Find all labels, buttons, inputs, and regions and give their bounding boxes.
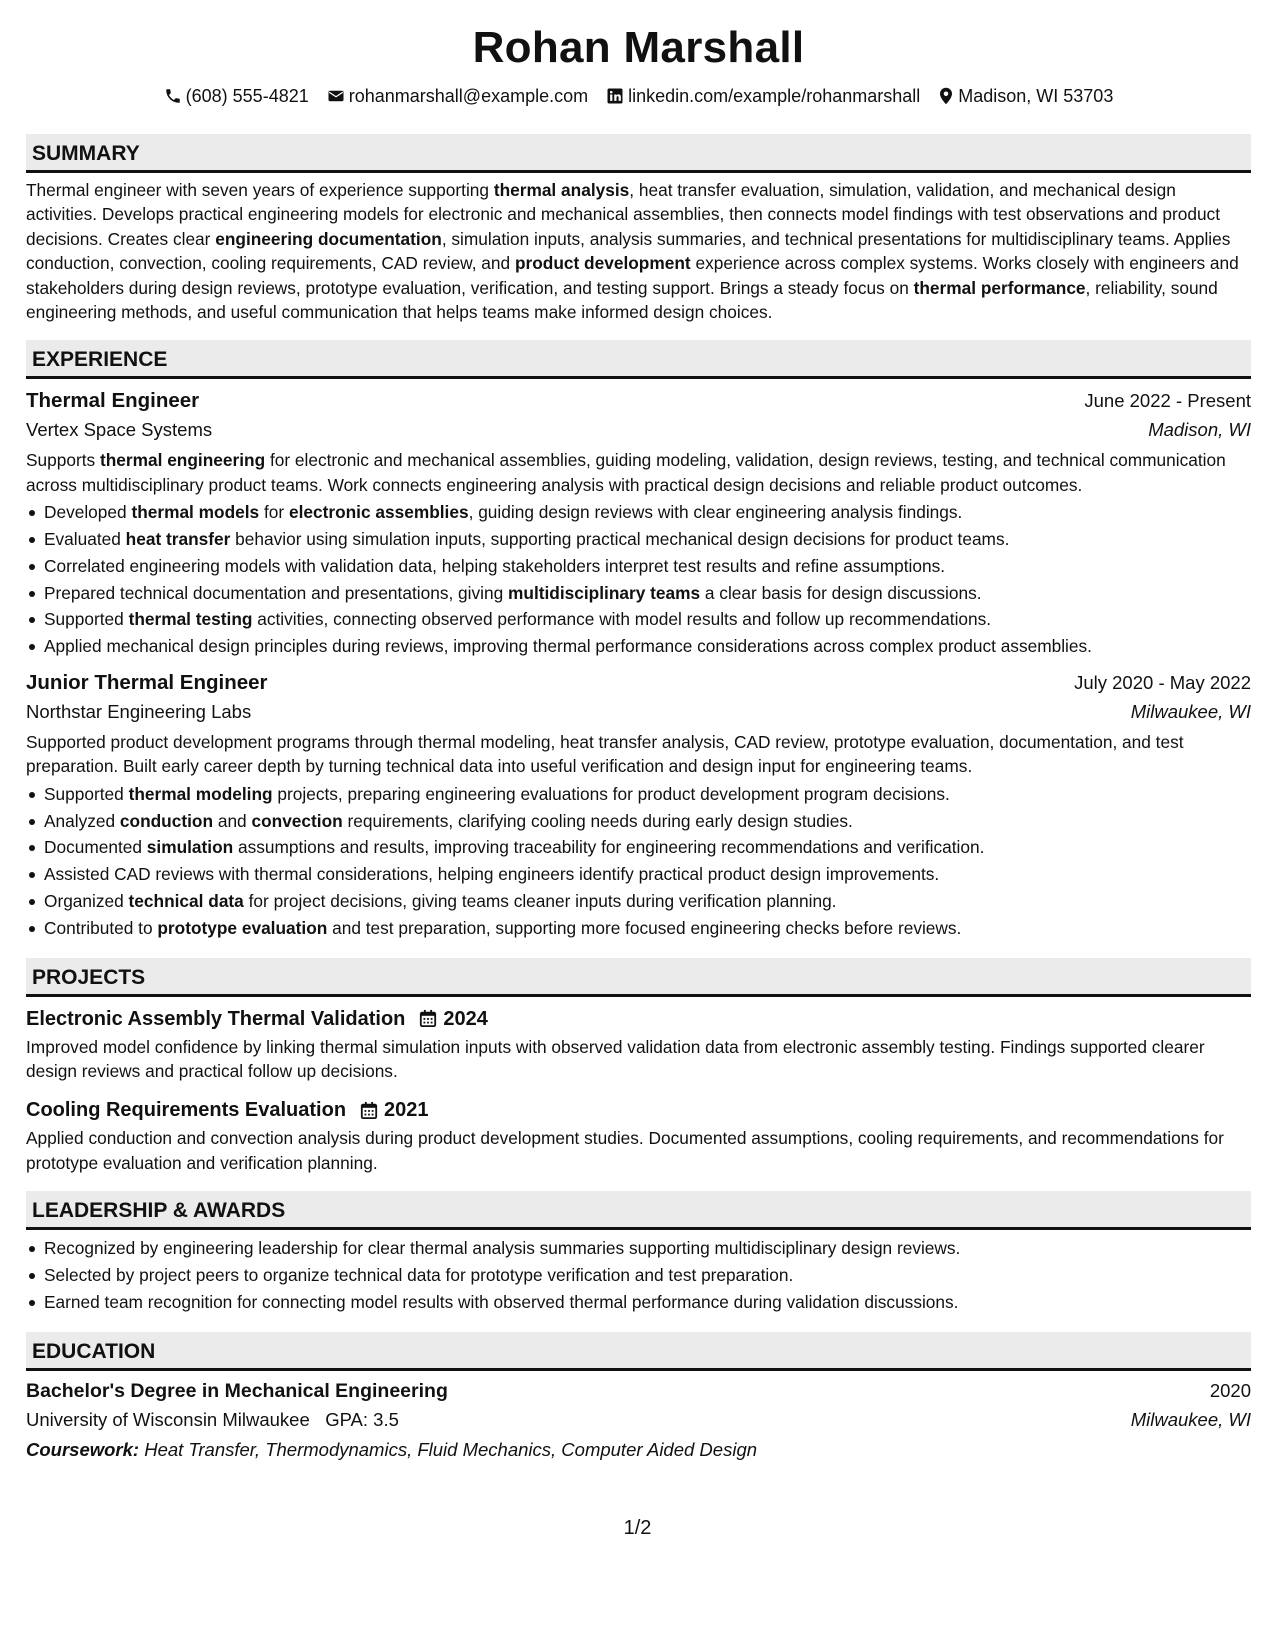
job-title: Junior Thermal Engineer — [26, 671, 268, 695]
linkedin-icon — [606, 87, 624, 105]
list-item: Supported thermal modeling projects, preparing engineering evaluations for product development program decisions. — [26, 781, 1251, 808]
contact-location — [938, 84, 1113, 108]
leadership-heading: LEADERSHIP & AWARDS — [26, 1191, 1251, 1230]
list-item: Applied mechanical design principles during reviews, improving thermal performance considerations across complex product assemblies. — [26, 633, 1251, 660]
list-item: Recognized by engineering leadership for clear thermal analysis summaries supporting multidisciplinary design reviews. — [26, 1235, 1251, 1262]
calendar-icon — [360, 1101, 378, 1120]
resume-page — [26, 0, 1251, 1465]
job-title: Thermal Engineer — [26, 389, 200, 413]
candidate-name: Rohan Marshall — [472, 23, 805, 72]
job-location: Madison, WI — [1148, 419, 1251, 441]
project-title: Cooling Requirements Evaluation — [26, 1099, 347, 1122]
project-year: 2024 — [443, 1007, 488, 1030]
contact-linkedin[interactable] — [606, 84, 920, 108]
list-item: Selected by project peers to organize technical data for prototype verification and test preparation. — [26, 1262, 1251, 1289]
calendar-icon — [419, 1009, 437, 1028]
list-item: Organized technical data for project decisions, giving teams cleaner inputs during verification planning. — [26, 888, 1251, 915]
job-summary: Supports thermal engineering for electronic and mechanical assemblies, guiding modeling, validation, design reviews, testing, and technical communication across multidisciplinary product teams. Work connects engineering analysis with practical design decisions and reliable product outcomes. — [26, 450, 1226, 495]
coursework-list: Heat Transfer, Thermodynamics, Fluid Mechanics, Computer Aided Design — [144, 1438, 758, 1460]
job-entry — [26, 669, 1251, 942]
summary-heading: SUMMARY — [26, 134, 1251, 173]
school-location: Milwaukee, WI — [1130, 1408, 1251, 1430]
education-entry — [26, 1377, 1251, 1465]
list-item: Evaluated heat transfer behavior using simulation inputs, supporting practical mechanical design decisions for product teams. — [26, 526, 1251, 553]
education-heading: EDUCATION — [26, 1332, 1251, 1371]
list-item: Analyzed conduction and convection requirements, clarifying cooling needs during early design studies. — [26, 808, 1251, 835]
gpa: GPA: 3.5 — [325, 1408, 399, 1430]
job-company: Vertex Space Systems — [26, 419, 213, 441]
list-item: Supported thermal testing activities, connecting observed performance with model results and follow up recommendations. — [26, 606, 1251, 633]
list-item: Earned team recognition for connecting model results with observed thermal performance during validation discussions. — [26, 1289, 1251, 1316]
job-dates: June 2022 - Present — [1084, 390, 1251, 412]
linkedin-text: linkedin.com/example/rohanmarshall — [628, 86, 921, 106]
project-title: Electronic Assembly Thermal Validation — [26, 1007, 406, 1030]
job-summary: Supported product development programs through thermal modeling, heat transfer analysis, CAD review, prototype evaluation, documentation, and test preparation. Built early career depth by turning technical data into useful verification and design input for engineering teams. — [26, 732, 1184, 777]
envelope-icon — [327, 87, 345, 105]
phone-text: (608) 555-4821 — [185, 86, 309, 106]
experience-section — [26, 340, 1251, 941]
summary-section — [26, 134, 1251, 324]
leadership-section — [26, 1191, 1251, 1315]
leadership-bullets — [26, 1235, 1251, 1315]
project-year: 2021 — [384, 1099, 429, 1122]
coursework — [26, 1435, 1251, 1465]
job-bullets — [26, 781, 1251, 942]
list-item: Contributed to prototype evaluation and test preparation, supporting more focused engineering checks before reviews. — [26, 915, 1251, 942]
degree: Bachelor's Degree in Mechanical Engineering — [26, 1379, 448, 1402]
coursework-label: Coursework: — [26, 1438, 140, 1460]
job-location: Milwaukee, WI — [1130, 701, 1251, 723]
job-company: Northstar Engineering Labs — [26, 701, 252, 723]
projects-section — [26, 958, 1251, 1176]
project-entry — [26, 1096, 1251, 1175]
contact-phone[interactable] — [164, 84, 309, 108]
job-dates: July 2020 - May 2022 — [1074, 672, 1251, 694]
project-description: Applied conduction and convection analysis during product development studies. Documented assumptions, cooling requirements, and recommendations for prototype evaluation and verification planning. — [26, 1128, 1224, 1173]
list-item: Correlated engineering models with validation data, helping stakeholders interpret test results and refine assumptions. — [26, 553, 1251, 580]
school-name: University of Wisconsin Milwaukee — [26, 1408, 310, 1430]
list-item: Documented simulation assumptions and results, improving traceability for engineering recommendations and verification. — [26, 834, 1251, 861]
location-text: Madison, WI 53703 — [958, 86, 1114, 106]
list-item: Developed thermal models for electronic assemblies, guiding design reviews with clear engineering analysis findings. — [26, 499, 1251, 526]
graduation-year: 2020 — [1209, 1379, 1251, 1401]
project-description: Improved model confidence by linking thermal simulation inputs with observed validation data from electronic assembly testing. Findings supported clearer design reviews and practical follow up decisions. — [26, 1036, 1205, 1082]
contact-email[interactable] — [327, 84, 588, 108]
list-item: Prepared technical documentation and presentations, giving multidisciplinary teams a clear basis for design discussions. — [26, 580, 1251, 607]
job-entry — [26, 387, 1251, 660]
experience-heading: EXPERIENCE — [26, 340, 1251, 379]
phone-icon — [164, 87, 182, 105]
list-item: Assisted CAD reviews with thermal considerations, helping engineers identify practical product design improvements. — [26, 861, 1251, 888]
summary-text: Thermal engineer with seven years of experience supporting thermal analysis, heat transfer evaluation, simulation, validation, and mechanical design activities. Develops practical engineering models for electronic and mechanical assemblies, then connects model findings with test observations and product decisions. Creates clear engineering documentation, simulation inputs, analysis summaries, and technical presentations for multidisciplinary teams. Applies conduction, convection, cooling requirements, CAD review, and product development experience across complex systems. Works closely with engineers and stakeholders during design reviews, prototype evaluation, verification, and testing support. Brings a steady focus on thermal performance, reliability, sound engineering methods, and useful communication that helps teams make informed design choices. — [26, 180, 1239, 323]
projects-heading: PROJECTS — [26, 958, 1251, 997]
contact-bar — [26, 84, 1251, 108]
education-section — [26, 1332, 1251, 1465]
map-pin-icon — [938, 87, 954, 105]
email-text: rohanmarshall@example.com — [348, 86, 589, 106]
project-entry — [26, 1005, 1251, 1084]
job-bullets — [26, 499, 1251, 660]
page-number: 1/2 — [623, 1517, 652, 1539]
